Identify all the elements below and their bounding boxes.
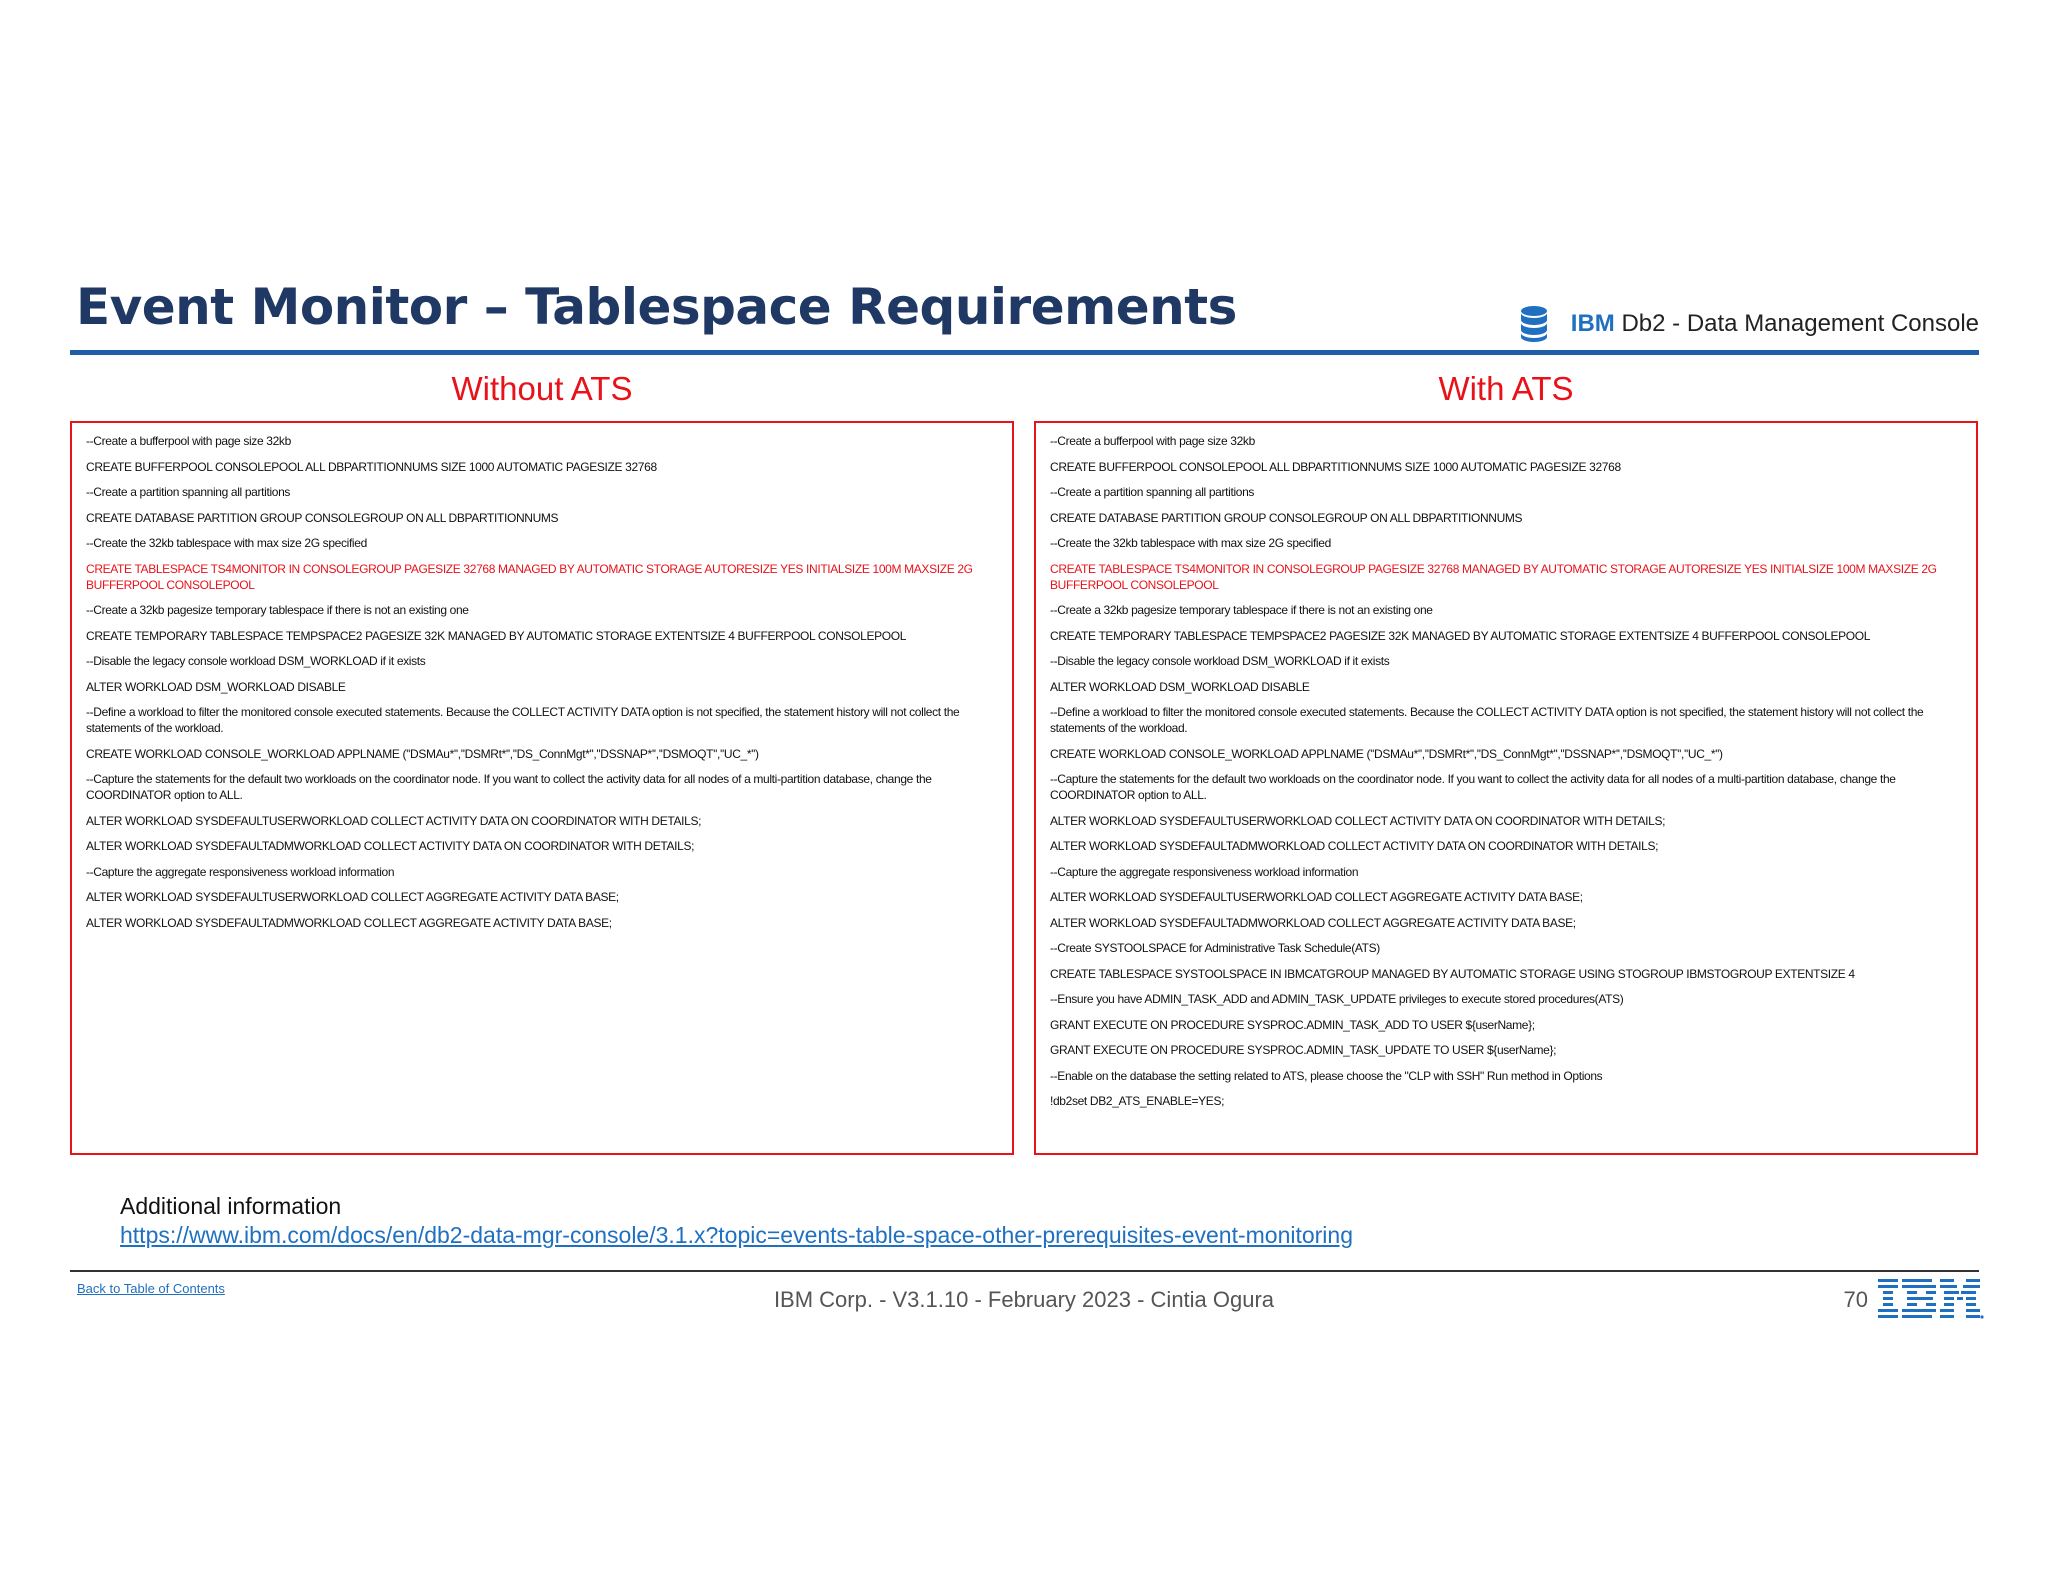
- sql-comment-line: --Create a 32kb pagesize temporary tablespace if there is not an existing one: [1050, 603, 1433, 617]
- without-ats-heading: Without ATS: [451, 370, 633, 407]
- sql-statement-line: GRANT EXECUTE ON PROCEDURE SYSPROC.ADMIN_TASK_UPDATE TO USER ${userName};: [1050, 1043, 1557, 1057]
- sql-statement-line: CREATE TABLESPACE SYSTOOLSPACE IN IBMCATGROUP MANAGED BY AUTOMATIC STORAGE USING STOGROUP IBMSTOGROUP EXTENTSIZE 4: [1050, 966, 1855, 981]
- sql-statement-line: CREATE BUFFERPOOL CONSOLEPOOL ALL DBPARTITIONNUMS SIZE 1000 AUTOMATIC PAGESIZE 32768: [1050, 459, 1621, 474]
- sql-statement-line: GRANT EXECUTE ON PROCEDURE SYSPROC.ADMIN_TASK_ADD TO USER ${userName};: [1050, 1017, 1535, 1032]
- brand-ibm-label: IBM: [1570, 310, 1615, 337]
- sql-comment-line: --Define a workload to filter the monitored console executed statements. Because the COLLECT ACTIVITY DATA option is not specified, the statement history will not collect the statements of the workload.: [86, 705, 960, 735]
- sql-comment-line: --Create the 32kb tablespace with max size 2G specified: [1050, 536, 1331, 550]
- sql-comment-line: --Disable the legacy console workload DSM_WORKLOAD if it exists: [1050, 654, 1390, 668]
- additional-info-link[interactable]: https://www.ibm.com/docs/en/db2-data-mgr-console/3.1.x?topic=events-table-space-other-prerequisites-event-monitoring: [120, 1222, 1354, 1248]
- sql-statement-line: ALTER WORKLOAD SYSDEFAULTADMWORKLOAD COLLECT AGGREGATE ACTIVITY DATA BASE;: [1050, 915, 1576, 930]
- sql-statement-line: ALTER WORKLOAD DSM_WORKLOAD DISABLE: [1050, 679, 1310, 694]
- sql-statement-line: ALTER WORKLOAD SYSDEFAULTUSERWORKLOAD COLLECT ACTIVITY DATA ON COORDINATOR WITH DETAILS;: [1050, 813, 1666, 828]
- sql-comment-line: --Define a workload to filter the monitored console executed statements. Because the COLLECT ACTIVITY DATA option is not specified, the statement history will not collect the statements of the workload.: [1050, 705, 1924, 735]
- sql-statement-line: CREATE TEMPORARY TABLESPACE TEMPSPACE2 PAGESIZE 32K MANAGED BY AUTOMATIC STORAGE EXTENTSIZE 4 BUFFERPOOL CONSOLEPOOL: [1050, 628, 1871, 643]
- sql-statement-line: !db2set DB2_ATS_ENABLE=YES;: [1050, 1094, 1225, 1108]
- sql-statement-line: ALTER WORKLOAD SYSDEFAULTADMWORKLOAD COLLECT ACTIVITY DATA ON COORDINATOR WITH DETAILS;: [86, 839, 695, 853]
- sql-comment-line: --Capture the statements for the default two workloads on the coordinator node. If you want to collect the activity data for all nodes of a multi-partition database, change the COORDINATOR option to ALL.: [1050, 772, 1896, 802]
- ibm-logo: [1878, 1278, 1984, 1320]
- sql-comment-line: --Capture the statements for the default two workloads on the coordinator node. If you want to collect the activity data for all nodes of a multi-partition database, change the COORDINATOR option to ALL.: [86, 772, 932, 802]
- sql-statement-line: ALTER WORKLOAD SYSDEFAULTADMWORKLOAD COLLECT ACTIVITY DATA ON COORDINATOR WITH DETAILS;: [1050, 839, 1659, 853]
- sql-comment-line: --Capture the aggregate responsiveness workload information: [1050, 864, 1359, 879]
- sql-statement-line: ALTER WORKLOAD DSM_WORKLOAD DISABLE: [86, 679, 346, 694]
- brand-product-label: Db2 - Data Management Console: [1621, 310, 1979, 337]
- sql-comment-line: --Create a bufferpool with page size 32kb: [86, 434, 291, 448]
- sql-statement-line: ALTER WORKLOAD SYSDEFAULTADMWORKLOAD COLLECT AGGREGATE ACTIVITY DATA BASE;: [86, 915, 612, 930]
- sql-comment-line: --Create the 32kb tablespace with max size 2G specified: [86, 536, 367, 550]
- additional-info-label: Additional information: [120, 1193, 342, 1219]
- sql-statement-line: CREATE DATABASE PARTITION GROUP CONSOLEGROUP ON ALL DBPARTITIONNUMS: [86, 510, 559, 525]
- sql-comment-line: --Disable the legacy console workload DSM_WORKLOAD if it exists: [86, 654, 426, 668]
- sql-comment-line: --Enable on the database the setting related to ATS, please choose the "CLP with SSH" Run method in Options: [1050, 1068, 1603, 1083]
- sql-comment-line: --Create a partition spanning all partitions: [86, 485, 291, 499]
- page-title: Event Monitor – Tablespace Requirements: [76, 278, 1237, 336]
- product-brand: [1519, 305, 1979, 343]
- sql-statement-line: CREATE TABLESPACE TS4MONITOR IN CONSOLEGROUP PAGESIZE 32768 MANAGED BY AUTOMATIC STORAGE AUTORESIZE YES INITIALSIZE 100M MAXSIZE 2G BUFFERPOOL CONSOLEPOOL: [86, 561, 973, 592]
- footer-credit: IBM Corp. - V3.1.10 - February 2023 - Cintia Ogura: [773, 1287, 1275, 1312]
- sql-statement-line: CREATE TEMPORARY TABLESPACE TEMPSPACE2 PAGESIZE 32K MANAGED BY AUTOMATIC STORAGE EXTENTSIZE 4 BUFFERPOOL CONSOLEPOOL: [86, 628, 907, 643]
- sql-comment-line: --Ensure you have ADMIN_TASK_ADD and ADMIN_TASK_UPDATE privileges to execute stored procedures(ATS): [1050, 992, 1624, 1006]
- sql-statement-line: CREATE TABLESPACE TS4MONITOR IN CONSOLEGROUP PAGESIZE 32768 MANAGED BY AUTOMATIC STORAGE AUTORESIZE YES INITIALSIZE 100M MAXSIZE 2G BUFFERPOOL CONSOLEPOOL: [1050, 561, 1937, 592]
- sql-statement-line: ALTER WORKLOAD SYSDEFAULTUSERWORKLOAD COLLECT ACTIVITY DATA ON COORDINATOR WITH DETAILS;: [86, 813, 702, 828]
- sql-comment-line: --Capture the aggregate responsiveness workload information: [86, 864, 395, 879]
- footer-divider: [70, 1270, 1979, 1272]
- back-to-toc-link[interactable]: Back to Table of Contents: [77, 1281, 225, 1296]
- database-icon: [1519, 305, 1549, 343]
- sql-statement-line: CREATE DATABASE PARTITION GROUP CONSOLEGROUP ON ALL DBPARTITIONNUMS: [1050, 510, 1523, 525]
- sql-comment-line: --Create a 32kb pagesize temporary tablespace if there is not an existing one: [86, 603, 469, 617]
- sql-comment-line: --Create a bufferpool with page size 32kb: [1050, 434, 1255, 448]
- without-ats-script-panel: [70, 421, 1014, 1155]
- sql-comment-line: --Create SYSTOOLSPACE for Administrative Task Schedule(ATS): [1050, 941, 1380, 955]
- sql-comment-line: --Create a partition spanning all partitions: [1050, 485, 1255, 499]
- page-number: 70: [1843, 1287, 1868, 1312]
- with-ats-heading: With ATS: [1438, 370, 1574, 407]
- sql-statement-line: ALTER WORKLOAD SYSDEFAULTUSERWORKLOAD COLLECT AGGREGATE ACTIVITY DATA BASE;: [1050, 890, 1583, 904]
- sql-statement-line: CREATE WORKLOAD CONSOLE_WORKLOAD APPLNAME (''DSMAu*'',''DSMRt*'',''DS_ConnMgt*'',''DSSNAP*'',''DSMOQT'',''UC_*''): [86, 746, 759, 761]
- sql-statement-line: CREATE BUFFERPOOL CONSOLEPOOL ALL DBPARTITIONNUMS SIZE 1000 AUTOMATIC PAGESIZE 32768: [86, 459, 657, 474]
- with-ats-script-panel: [1034, 421, 1978, 1155]
- title-divider: [70, 350, 1979, 355]
- sql-statement-line: CREATE WORKLOAD CONSOLE_WORKLOAD APPLNAME (''DSMAu*'',''DSMRt*'',''DS_ConnMgt*'',''DSSNAP*'',''DSMOQT'',''UC_*''): [1050, 746, 1723, 761]
- sql-statement-line: ALTER WORKLOAD SYSDEFAULTUSERWORKLOAD COLLECT AGGREGATE ACTIVITY DATA BASE;: [86, 890, 619, 904]
